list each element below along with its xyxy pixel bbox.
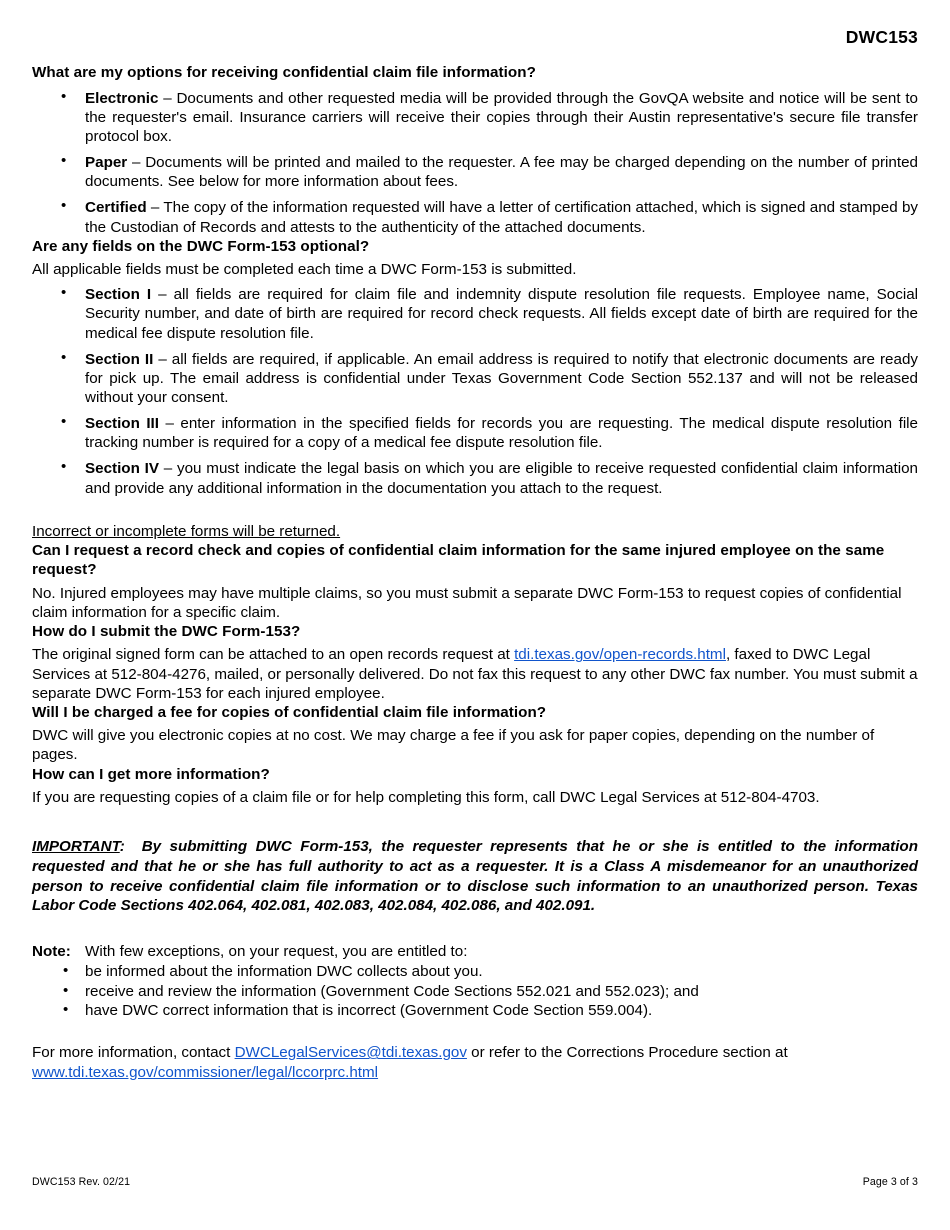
bullet-label: Section IV [85,460,159,478]
more-information-body: If you are requesting copies of a claim file or for help completing this form, call DWC Legal Services at 512-804-4703. [32,789,820,807]
note-label: Note: [32,943,71,961]
corrections-procedure-link[interactable]: www.tdi.texas.gov/commissioner/legal/lccorprc.html [32,1063,379,1081]
contact-part1: For more information, contact [32,1044,235,1062]
revision-label: DWC153 Rev. 02/21 [32,1176,131,1188]
open-records-link[interactable]: tdi.texas.gov/open-records.html [514,646,726,664]
bullet-dash: – [127,154,146,172]
heading-fee: Will I be charged a fee for copies of confidential claim file information? [32,703,547,721]
note-block [32,942,918,1021]
note-intro [32,942,918,962]
list-item [32,89,918,146]
list-item [32,459,918,497]
document-content [32,28,918,1082]
bullet-label: Certified [85,199,147,217]
important-colon: : [119,838,125,856]
bullet-text: The copy of the information requested will have a letter of certification attached, which is signed and stamped by the Custodian of Records and attests to the authenticity of the attached documents. [85,199,918,236]
list-item [32,414,918,452]
bullet-text: enter information in the specified fields for records you are requesting. The medical dispute resolution file tracking number is required for a copy of a medical fee dispute resolution file. [85,415,919,452]
list-item [32,153,918,191]
note-intro-text: With few exceptions, on your request, you are entitled to: [85,943,468,961]
record-check-body: No. Injured employees may have multiple claims, so you must submit a separate DWC Form-153 to request copies of confidential claim information for a specific claim. [32,584,902,621]
list-item: • have DWC correct information that is incorrect (Government Code Section 559.004). [32,1001,918,1021]
contact-part2: or refer to the Corrections Procedure section at [466,1044,788,1062]
bullet-text: Documents and other requested media will be provided through the GovQA website and notice will be sent to the requester's email. Insurance carriers will receive their copies through their Austin representative's secure file transfer protocol box. [85,89,918,145]
bullet-dash: – [159,415,181,433]
bullet-text: all fields are required for claim file and indemnity dispute resolution file requests. Employee name, Social Security number, and date of birth are required for record check requests. All fields except date of birth are required for the medical fee dispute resolution file. [85,286,919,342]
heading-options: What are my options for receiving confidential claim file information? [32,64,536,82]
heading-optional-fields: Are any fields on the DWC Form-153 optional? [32,237,370,255]
optional-fields-bullet-list [32,285,918,497]
bullet-label: Electronic [85,89,159,107]
bullet-label: Section III [85,415,159,433]
bullet-dash: – [158,89,177,107]
list-item [32,350,918,407]
options-bullet-list [32,89,918,237]
important-notice [32,837,918,916]
bullet-label: Section I [85,286,152,304]
bullet-text: Documents will be printed and mailed to the requester. A fee may be charged depending on the number of printed documents. See below for more information about fees. [85,154,918,191]
form-number: DWC153 [845,27,918,47]
submit-body-part2: , faxed to DWC Legal Services at 512-804-4276, mailed, or personally delivered. Do not fax this request to any other DWC fax number. You must submit a separate DWC Form-153 for each injured employee. [32,646,918,702]
incomplete-forms-notice: Incorrect or incomplete forms will be returned. [32,522,341,540]
bullet-dash: – [159,460,178,478]
bullet-label: Paper [85,154,128,172]
bullet-dash: – [146,199,164,217]
important-label: IMPORTANT [32,838,120,856]
submit-body-part1: The original signed form can be attached to an open records request at [32,646,515,664]
list-item: • be informed about the information DWC collects about you. [32,962,918,982]
submit-form-body [32,645,918,702]
bullet-dash: – [151,286,174,304]
list-item: • receive and review the information (Government Code Sections 552.021 and 552.023); and [32,982,918,1002]
page-number-label: Page 3 of 3 [862,1176,918,1188]
bullet-label: Section II [85,350,154,368]
contact-paragraph [32,1043,918,1082]
optional-fields-intro: All applicable fields must be completed each time a DWC Form-153 is submitted. [32,261,577,279]
page-footer [32,1176,918,1189]
fee-body: DWC will give you electronic copies at no cost. We may charge a fee if you ask for paper copies, depending on the number of pages. [32,727,875,764]
heading-submit-form: How do I submit the DWC Form-153? [32,623,301,641]
list-item [32,285,918,342]
heading-more-information: How can I get more information? [32,765,270,783]
note-bullet-list [32,962,918,1021]
bullet-text: you must indicate the legal basis on which you are eligible to receive requested confidential claim information and provide any additional information in the documentation you attach to the request. [85,460,918,497]
list-item [32,198,918,236]
bullet-text: all fields are required, if applicable. An email address is required to notify that electronic documents are ready for pick up. The email address is confidential under Texas Government Code Section 552.137 and will not be released without your consent. [85,350,918,406]
heading-record-check: Can I request a record check and copies of confidential claim information for the same injured employee on the same request? [32,541,885,579]
email-link[interactable]: DWCLegalServices@tdi.texas.gov [234,1044,467,1062]
bullet-dash: – [153,350,172,368]
important-text: By submitting DWC Form-153, the requester represents that he or she is entitled to the information requested and that he or she has full authority to act as a requester. It is a Class A misdemeanor for an unauthorized person to receive confidential claim file information or to disclose such information to an unauthorized person. Texas Labor Code Sections 402.064, 402.081, 402.083, 402.084, 402.086, and 402.091. [32,838,918,915]
